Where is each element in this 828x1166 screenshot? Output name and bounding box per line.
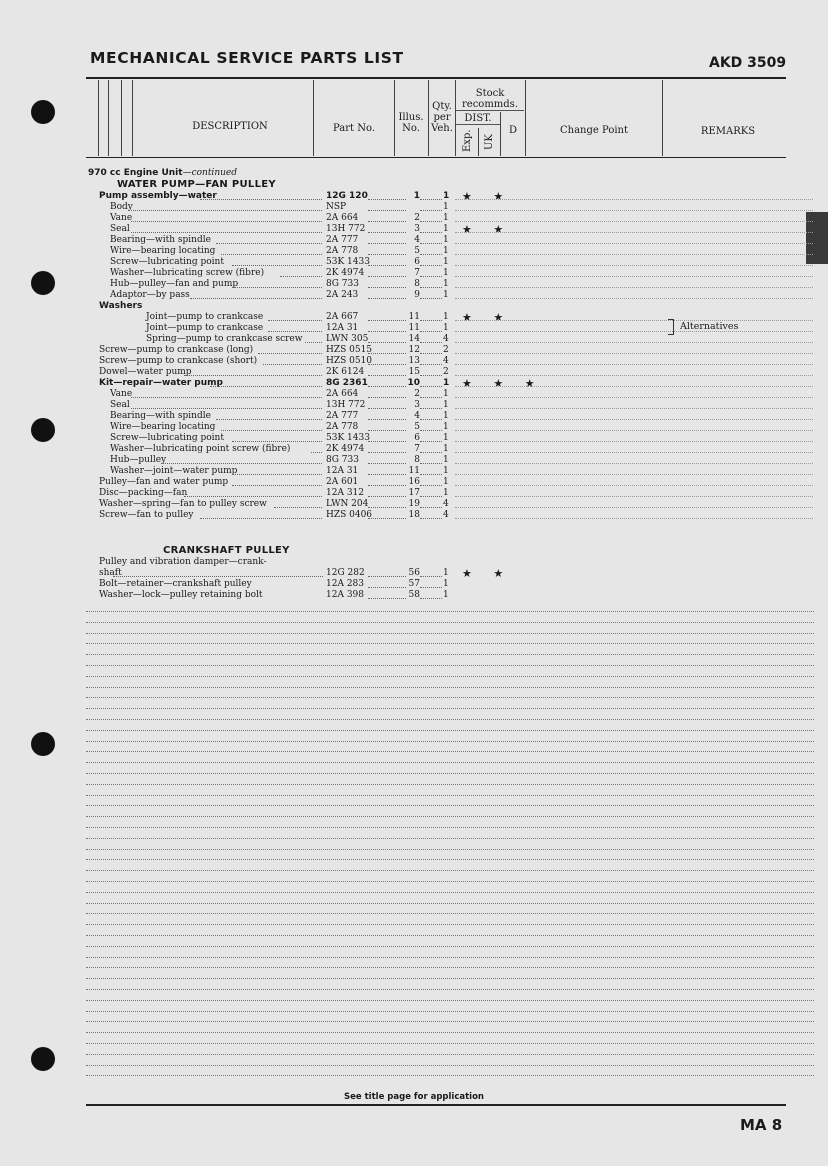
row-part-no: 8G 733 [326,455,359,465]
row-qty: 2 [443,367,449,377]
row-part-no: 13H 772 [326,224,366,234]
row-qty: 1 [443,422,449,432]
binder-hole [31,1047,55,1071]
table-row [0,290,828,301]
row-illus-no: 17 [408,488,420,498]
row-qty: 1 [443,378,450,388]
row-description: Vane [110,213,133,223]
page-title: MECHANICAL SERVICE PARTS LIST [90,49,404,67]
row-qty: 1 [443,323,449,333]
row-description: Washer—spring—fan to pulley screw [99,499,267,509]
row-illus-no: 11 [408,466,420,476]
table-row [0,455,828,466]
row-qty: 1 [443,290,449,300]
row-illus-no: 4 [414,411,420,421]
row-part-no: 2A 243 [326,290,359,300]
row-part-no: 12A 398 [326,590,364,600]
alternatives-remark: Alternatives [680,321,739,332]
row-qty: 1 [443,235,449,245]
page-number: MA 8 [740,1116,783,1134]
row-part-no: NSP [326,202,347,212]
table-row [0,334,828,345]
row-description: Bearing—with spindle [110,235,211,245]
table-row [0,279,828,290]
row-part-no: 12G 120 [326,191,368,201]
row-qty: 4 [443,356,449,366]
row-part-no: 2A 667 [326,312,359,322]
header-change-point: Change Point [560,125,628,136]
row-description: Screw—pump to crankcase (short) [99,356,258,366]
row-description: Seal [110,400,130,410]
header-description: DESCRIPTION [192,121,268,132]
row-description: Vane [110,389,133,399]
row-qty: 1 [443,191,450,201]
row-illus-no: 8 [414,279,420,289]
row-qty: 1 [443,224,449,234]
row-qty: 1 [443,444,449,454]
table-row [0,590,828,601]
row-part-no: HZS 0515 [326,345,373,355]
table-row [0,400,828,411]
row-description: Washer—lubricating screw (fibre) [110,268,265,278]
header-stock: Stock recommds. [462,88,518,110]
row-qty: 1 [443,202,449,212]
row-description: Washer—lock—pulley retaining bolt [99,590,263,600]
row-qty: 1 [443,312,449,322]
row-illus-no: 13 [408,356,420,366]
table-row [0,367,828,378]
row-qty: 1 [443,257,449,267]
row-illus-no: 14 [408,334,420,344]
row-illus-no: 7 [414,268,420,278]
row-qty: 1 [443,477,449,487]
row-description: Joint—pump to crankcase [146,312,264,322]
row-illus-no: 58 [408,590,420,600]
footer-note: See title page for application [344,1092,484,1102]
row-description: Wire—bearing locating [110,246,216,256]
header-d: D [508,125,518,136]
row-description: Wire—bearing locating [110,422,216,432]
row-illus-no: 16 [408,477,420,487]
row-description: Washers [99,301,143,311]
stock-stars: ★ ★ [462,190,513,203]
row-illus-no: 57 [408,579,420,589]
row-part-no: 13H 772 [326,400,366,410]
row-illus-no: 1 [413,191,420,201]
stock-stars: ★ ★ [462,311,513,324]
row-illus-no: 18 [408,510,420,520]
row-part-no: HZS 0406 [326,510,373,520]
group-heading-crankshaft-pulley: CRANKSHAFT PULLEY [163,545,290,556]
row-illus-no: 6 [414,257,420,267]
table-row [0,224,828,235]
table-row [0,411,828,422]
row-part-no: 12A 283 [326,579,364,589]
row-description: Adaptor—by pass [110,290,190,300]
footer-rule [86,1104,786,1106]
row-description: Body [110,202,133,212]
row-description: Kit—repair—water pump [99,378,223,388]
row-qty: 1 [443,433,449,443]
group-heading-water-pump: WATER PUMP—FAN PULLEY [117,179,276,190]
table-row [0,433,828,444]
table-row [0,422,828,433]
row-description: Hub—pulley—fan and pump [110,279,239,289]
row-part-no: 8G 2361 [326,378,368,388]
row-part-no: 2A 778 [326,246,359,256]
row-qty: 1 [443,411,449,421]
row-description: Washer—joint—water pump [110,466,238,476]
row-qty: 1 [443,213,449,223]
table-row [0,466,828,477]
row-illus-no: 5 [414,422,420,432]
table-row: Pulley and vibration damper—crank- [99,557,267,567]
row-part-no: 2A 601 [326,477,359,487]
table-row [0,268,828,279]
table-row [0,378,828,389]
row-part-no: 2A 664 [326,389,359,399]
table-row [0,389,828,400]
row-illus-no: 8 [414,455,420,465]
row-part-no: 2A 778 [326,422,359,432]
row-part-no: LWN 204 [326,499,369,509]
row-qty: 1 [443,590,449,600]
row-illus-no: 10 [407,378,420,388]
row-qty: 2 [443,345,449,355]
row-part-no: 53K 1433 [326,433,370,443]
header-top-rule [86,77,786,79]
table-row [0,246,828,257]
section-heading: 970 cc Engine Unit—continued [88,168,237,178]
row-part-no: 12A 31 [326,466,359,476]
table-row [0,356,828,367]
row-qty: 1 [443,466,449,476]
table-row [0,488,828,499]
row-description: Screw—lubricating point [110,257,224,267]
row-part-no: 12A 31 [326,323,359,333]
row-part-no: 8G 733 [326,279,359,289]
row-part-no: 2K 4974 [326,268,365,278]
table-row [0,579,828,590]
row-part-no: 2A 777 [326,235,359,245]
table-row: shaft 12G 282 56 1 ★ ★ [99,567,513,580]
table-row [0,235,828,246]
row-qty: 1 [443,279,449,289]
row-description: Seal [110,224,130,234]
table-row [0,477,828,488]
row-qty: 1 [443,455,449,465]
row-description: Dowel—water pump [99,367,192,377]
row-part-no: 2K 4974 [326,444,365,454]
row-qty: 4 [443,499,449,509]
row-illus-no: 2 [414,389,420,399]
row-description: Spring—pump to crankcase screw [146,334,303,344]
row-description: Pulley—fan and water pump [99,477,229,487]
row-illus-no: 12 [408,345,420,355]
header-remarks: REMARKS [700,126,756,137]
row-part-no: 12A 312 [326,488,364,498]
alternatives-bracket [668,319,674,335]
stock-stars: ★ ★ [462,223,513,236]
header-bottom-rule [86,157,786,158]
table-row [0,191,828,202]
row-description: Screw—lubricating point [110,433,224,443]
row-part-no: 2A 664 [326,213,359,223]
table-row [0,510,828,521]
row-illus-no: 7 [414,444,420,454]
row-description: Screw—fan to pulley [99,510,194,520]
row-illus-no: 19 [408,499,420,509]
row-part-no: 2K 6124 [326,367,365,377]
row-illus-no: 15 [408,367,420,377]
row-part-no: HZS 0510 [326,356,373,366]
table-row [0,301,828,312]
row-qty: 4 [443,510,449,520]
row-qty: 4 [443,334,449,344]
table-row [0,499,828,510]
row-description: Hub—pulley [110,455,167,465]
row-qty: 1 [443,246,449,256]
row-description: Washer—lubricating point screw (fibre) [110,444,291,454]
row-qty: 1 [443,579,449,589]
row-illus-no: 9 [414,290,420,300]
row-illus-no: 3 [414,224,420,234]
row-description: Bolt—retainer—crankshaft pulley [99,579,252,589]
table-row [0,202,828,213]
row-part-no: 53K 1433 [326,257,370,267]
table-row [0,444,828,455]
row-description: Pump assembly—water [99,191,217,201]
row-qty: 1 [443,400,449,410]
row-description: Bearing—with spindle [110,411,211,421]
row-qty: 1 [443,488,449,498]
header-part-no: Part No. [333,123,375,134]
row-part-no: LWN 305 [326,334,369,344]
row-illus-no: 2 [414,213,420,223]
row-illus-no: 11 [408,312,420,322]
row-illus-no: 11 [408,323,420,333]
stock-stars: ★ ★ ★ [462,377,544,390]
header-qty: Qty. per Veh. [431,101,453,134]
row-qty: 1 [443,389,449,399]
header-exp: Exp. [462,129,473,152]
row-illus-no: 3 [414,400,420,410]
row-description: Screw—pump to crankcase (long) [99,345,254,355]
row-part-no: 2A 777 [326,411,359,421]
row-illus-no: 5 [414,246,420,256]
table-row [0,345,828,356]
document-reference: AKD 3509 [709,55,787,71]
row-illus-no: 4 [414,235,420,245]
table-row [0,257,828,268]
row-qty: 1 [443,268,449,278]
binder-hole [31,100,55,124]
binder-hole [31,732,55,756]
header-uk: UK [484,134,495,150]
row-description: Joint—pump to crankcase [146,323,264,333]
table-row [0,213,828,224]
row-description: Disc—packing—fan [99,488,188,498]
header-illus: Illus. No. [398,112,424,134]
header-dist: DIST. [464,113,492,124]
row-illus-no: 6 [414,433,420,443]
